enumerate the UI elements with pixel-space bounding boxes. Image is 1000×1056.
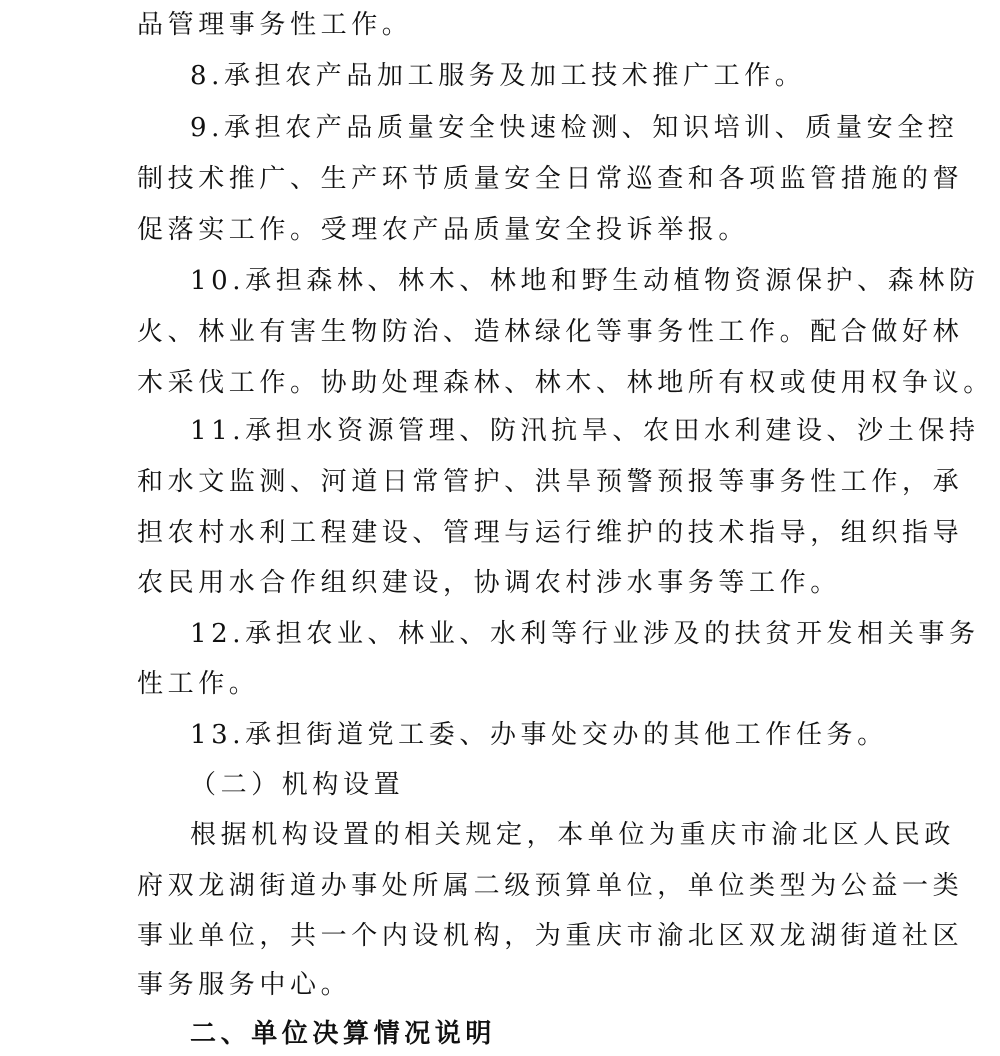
paragraph-line: 事业单位，共一个内设机构，为重庆市渝北区双龙湖街道社区 bbox=[137, 921, 964, 951]
paragraph-line: 8.承担农产品加工服务及加工技术推广工作。 bbox=[190, 61, 806, 91]
paragraph-line: 火、林业有害生物防治、造林绿化等事务性工作。配合做好林 bbox=[137, 317, 964, 347]
paragraph-line: 根据机构设置的相关规定，本单位为重庆市渝北区人民政 bbox=[190, 820, 956, 850]
paragraph-line: 促落实工作。受理农产品质量安全投诉举报。 bbox=[137, 215, 750, 245]
paragraph-line: 品管理事务性工作。 bbox=[137, 10, 413, 40]
paragraph-line: 性工作。 bbox=[137, 669, 260, 699]
paragraph-line: 10.承担森林、林木、林地和野生动植物资源保护、森林防 bbox=[190, 266, 980, 296]
paragraph-line: 事务服务中心。 bbox=[137, 970, 352, 1000]
paragraph-line: 12.承担农业、林业、水利等行业涉及的扶贫开发相关事务 bbox=[190, 619, 980, 649]
paragraph-line: 制技术推广、生产环节质量安全日常巡查和各项监管措施的督 bbox=[137, 164, 964, 194]
paragraph-line: 和水文监测、河道日常管护、洪旱预警预报等事务性工作，承 bbox=[137, 467, 964, 497]
paragraph-line: 府双龙湖街道办事处所属二级预算单位，单位类型为公益一类 bbox=[137, 871, 964, 901]
paragraph-line: 农民用水合作组织建设，协调农村涉水事务等工作。 bbox=[137, 568, 841, 598]
paragraph-line: 担农村水利工程建设、管理与运行维护的技术指导，组织指导 bbox=[137, 518, 964, 548]
paragraph-line: 9.承担农产品质量安全快速检测、知识培训、质量安全控 bbox=[190, 113, 959, 143]
paragraph-line: 13.承担街道党工委、办事处交办的其他工作任务。 bbox=[190, 720, 888, 750]
paragraph-line: 木采伐工作。协助处理森林、林木、林地所有权或使用权争议。 bbox=[137, 368, 994, 398]
section-subheading: （二）机构设置 bbox=[190, 770, 405, 800]
section-heading: 二、单位决算情况说明 bbox=[190, 1019, 497, 1049]
paragraph-line: 11.承担水资源管理、防汛抗旱、农田水利建设、沙土保持 bbox=[190, 416, 980, 446]
